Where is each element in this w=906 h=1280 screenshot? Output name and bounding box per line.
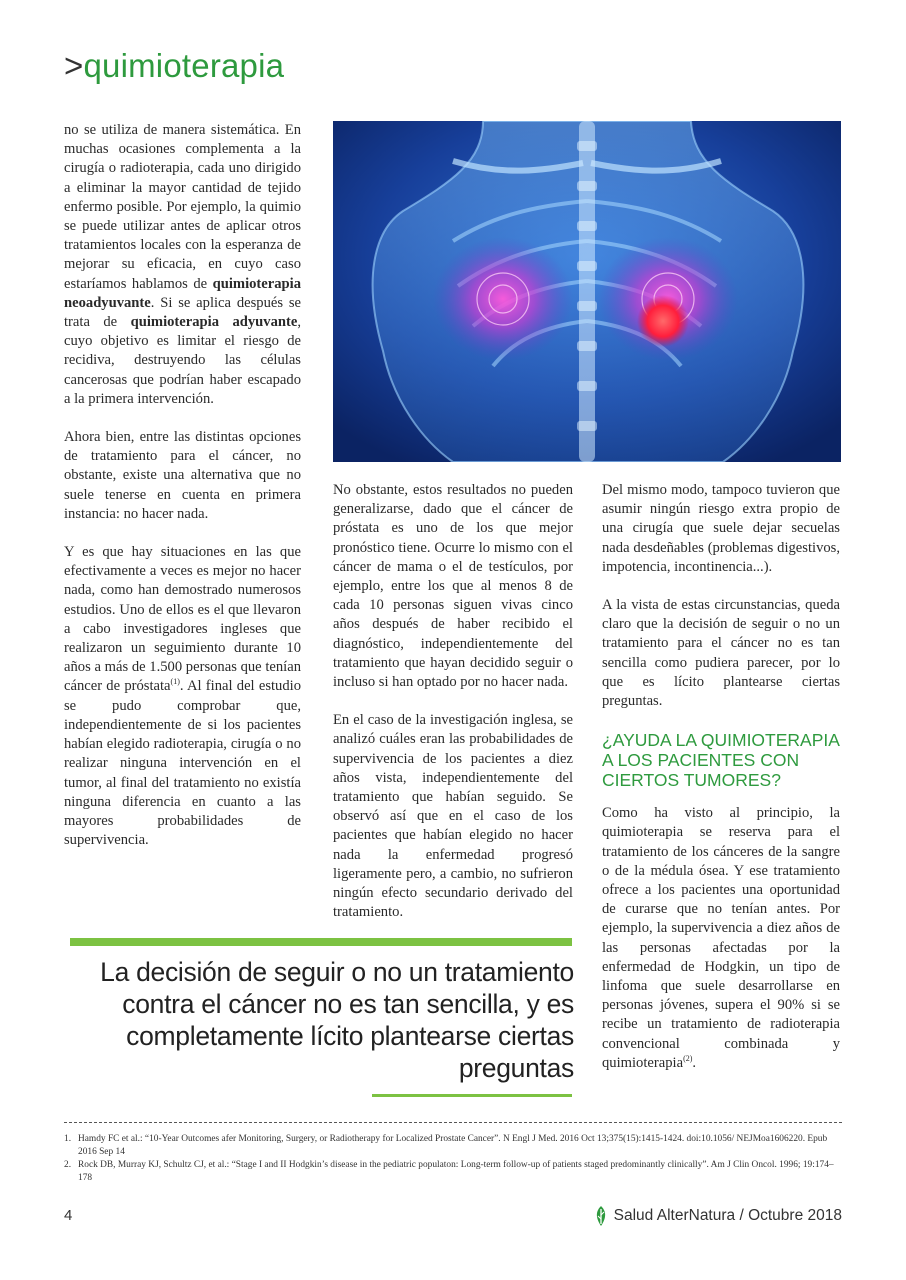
col1-p1-text-b: . Si se aplica después se trata de xyxy=(64,294,301,331)
footnote-text: Hamdy FC et al.: “10-Year Outcomes afer Monitoring, Surgery, or Radiotherapy for Localized Prostate Cancer”. N Engl J Med. 2016 Oct 13;375(15):1415-1424. doi:10.1056/ NEJMoa1606220. Epub 2016 Sep 14 xyxy=(78,1134,828,1157)
footnote-text: Rock DB, Murray KJ, Schultz CJ, et al.: “Stage I and II Hodgkin’s disease in the pediatric populaton: Long-term follow-up of patients staged predominantly clinically”. Am J Clin Oncol. 1996; 19:174–178 xyxy=(78,1160,834,1183)
col2-paragraph-1: No obstante, estos resultados no pueden generalizarse, dado que el cáncer de próstata es uno de los que mejor pronóstico tiene. Ocurre lo mismo con el cáncer de mama o el de testículos, por ejemplo, entre los que al menos 8 de cada 10 personas siguen vivas cinco años después de haber recibido el diagnóstico, independientemente del tratamiento que hayan decidido seguir o incluso si han optado por no hacer nada. xyxy=(333,482,573,691)
col3-paragraph-2: A la vista de estas circunstancias, queda claro que la decisión de seguir o no un tratamiento para el cáncer no es tan sencilla como pudiera parecer, por lo que es lícito plantearse ciertas preguntas. xyxy=(602,597,840,710)
pull-quote: La decisión de seguir o no un tratamiento contra el cáncer no es tan sencilla, y es completamente lícito plantearse ciertas preguntas xyxy=(100,957,574,1083)
footnote-ref-2[interactable]: (2) xyxy=(683,1054,693,1064)
footer-brand-text: Salud AlterNatura / Octubre 2018 xyxy=(613,1207,842,1224)
page-number: 4 xyxy=(64,1207,73,1224)
footnote-divider xyxy=(64,1122,842,1123)
footnote-number: 2. xyxy=(64,1160,72,1171)
col3-paragraph-1: Del mismo modo, tampoco tuvieron que asumir ningún riesgo extra propio de una cirugía que suele dejar secuelas nada desdeñables (problemas digestivos, impotencia, incontinencia...). xyxy=(602,482,840,575)
footnote-item xyxy=(64,1159,842,1184)
col1-paragraph-2: Ahora bien, entre las distintas opciones de tratamiento para el cáncer, no obstante, existe una alternativa que no suele tenerse en cuenta en primera instancia: no hacer nada. xyxy=(64,429,301,522)
article-column-1 xyxy=(64,121,301,850)
article-column-3 xyxy=(602,481,840,1073)
col1-p1-text-c: , cuyo objetivo es limitar el riesgo de recidiva, destruyendo las células cancerosas que podrían haber escapado a la primera intervención. xyxy=(64,314,301,407)
col3-p3-text-b: . xyxy=(692,1054,697,1071)
footnote-ref-1[interactable]: (1) xyxy=(170,677,180,687)
footnotes-list xyxy=(64,1133,842,1185)
pull-quote-bottom-line xyxy=(372,1094,572,1097)
hero-image-breast-xray xyxy=(333,121,841,462)
term-adyuvante: quimioterapia adyuvante xyxy=(130,314,298,331)
col1-p1-text-a: no se utiliza de manera sistemática. En muchas ocasiones complementa a la cirugía o radioterapia, cada uno dirigido a eliminar la mayor cantidad de tejido enfermo posible. Por ejemplo, la quimio se puede utilizar antes de aplicar otros tratamientos locales con la esperanza de mejorar su eficacia, en cuyo caso estaríamos hablamos de xyxy=(64,122,301,292)
tumor-highlight xyxy=(637,295,689,347)
subheading: ¿AYUDA LA QUIMIOTERAPIA A LOS PACIENTES CON CIERTOS TUMORES? xyxy=(602,730,839,791)
section-title-text: quimioterapia xyxy=(83,47,285,84)
pull-quote-top-bar xyxy=(70,938,572,946)
section-title xyxy=(64,46,284,86)
article-column-2 xyxy=(333,481,573,922)
footnote-item xyxy=(64,1133,842,1158)
term-neoadyuvante: quimioterapia neoadyuvante xyxy=(64,275,301,311)
xray-torso-illustration xyxy=(333,121,841,462)
leaf-logo-icon xyxy=(594,1205,608,1227)
col3-p3-text-a: Como ha visto al principio, la quimioterapia se reserva para el tratamiento de los cánceres de la sangre o de la médula ósea. Y ese tratamiento ofrece a los pacientes una oportunidad de curarse que no tenían antes. Por ejemplo, la supervivencia a diez años de las personas afectadas por la enfermedad de Hodgkin, un tipo de linfoma que suele desarrollarse en personas jóvenes, supera el 90% si se recibe un tratamiento de radioterapia convencional combinada y quimioterapia xyxy=(602,805,840,1071)
col1-paragraph-3 xyxy=(64,543,301,850)
col1-p3-text-a: Y es que hay situaciones en las que efectivamente a veces es mejor no hacer nada, como han demostrado numerosos estudios. Uno de ellos es el que llevaron a cabo investigadores ingleses que realizaron un seguimiento durante 10 años a más de 1.500 personas que tenían cáncer de próstata xyxy=(64,544,301,695)
col2-paragraph-2: En el caso de la investigación inglesa, se analizó cuáles eran las probabilidades de supervivencia de los pacientes a diez años vista, independientemente del tratamiento que habían seguido. Se observó así que en el caso de los pacientes que habían elegido no hacer nada la enfermedad progresó ligeramente pero, a cambio, no sufrieron ningún efecto secundario derivado del tratamiento. xyxy=(333,712,573,921)
section-title-prefix: > xyxy=(64,47,84,84)
footnote-number: 1. xyxy=(64,1134,72,1144)
col1-paragraph-1 xyxy=(64,121,301,409)
footer-brand xyxy=(594,1205,842,1227)
col1-p3-text-b: . Al final del estudio se pudo comprobar que, independientemente de si los pacientes habían elegido radioterapia, cirugía o no realizar ninguna intervención en el tumor, al final del tratamiento no existía ninguna diferencia en cuanto a las mayores probabilidades de supervivencia. xyxy=(64,678,301,849)
col3-paragraph-3 xyxy=(602,804,840,1073)
